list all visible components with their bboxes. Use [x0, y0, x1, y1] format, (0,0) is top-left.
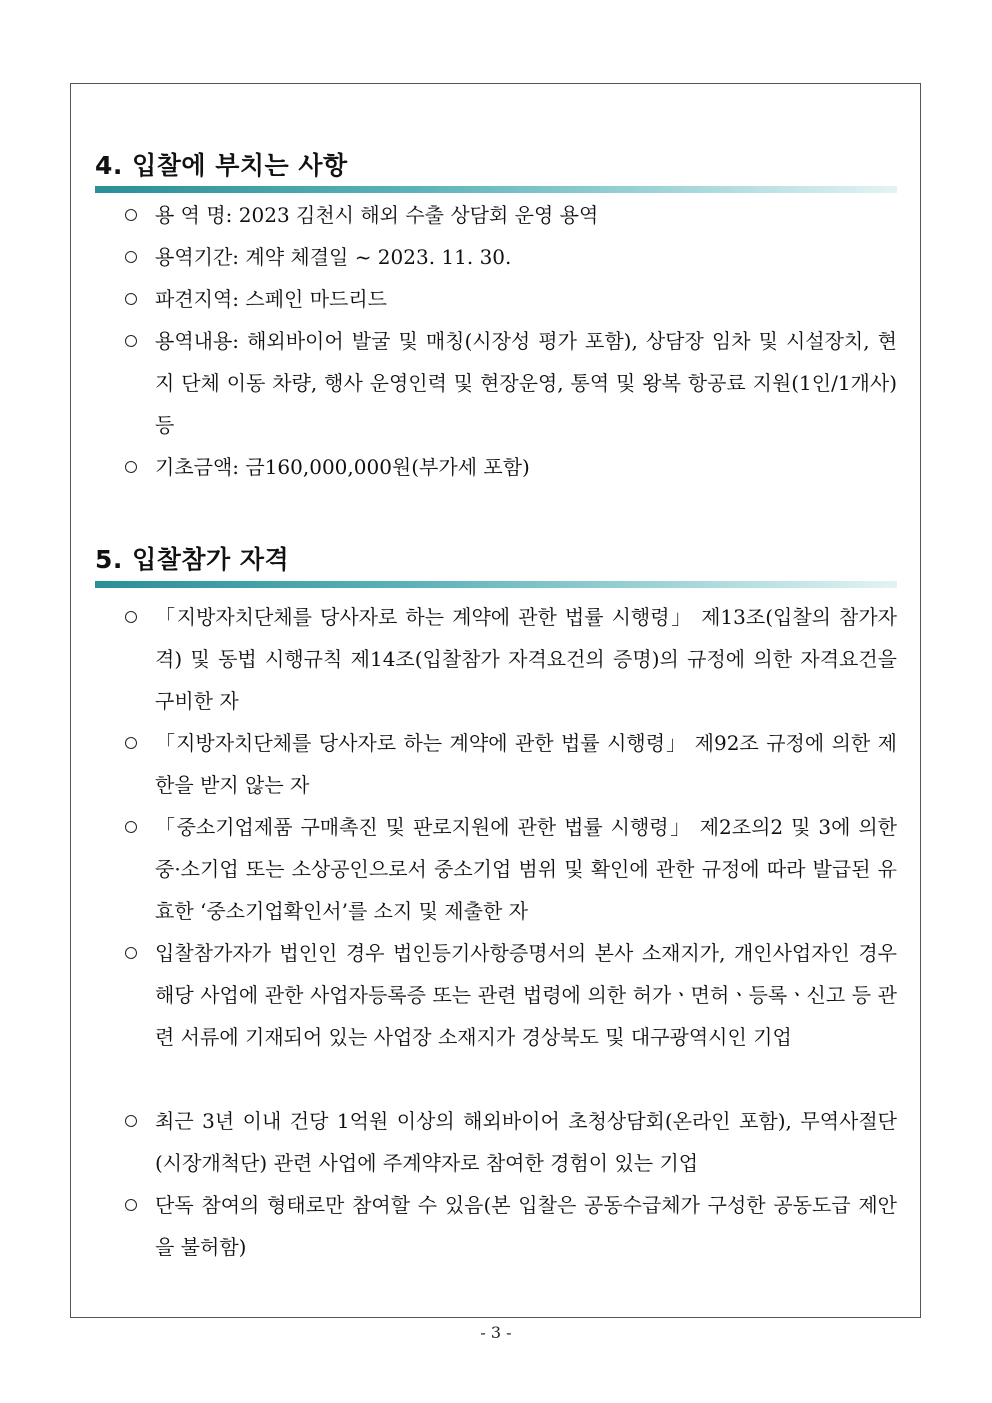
- list-item: [125, 1184, 897, 1268]
- section-5-title-underline: [95, 581, 897, 588]
- list-item-text: 입찰참가자가 법인인 경우 법인등기사항증명서의 본사 소재지가, 개인사업자인 경우 해당 사업에 관한 사업자등록증 또는 관련 법령에 의한 허가ㆍ면허ㆍ등록ㆍ신고 등 관련 서류에 기재되어 있는 사업장 소재지가 경상북도 및 대구광역시인 기업: [155, 941, 897, 1049]
- list-item-text: 단독 참여의 형태로만 참여할 수 있음(본 입찰은 공동수급체가 구성한 공동도급 제안을 불허함): [155, 1193, 897, 1259]
- circle-bullet-icon: [125, 821, 137, 833]
- list-item: [125, 722, 897, 806]
- list-item-text: 용역내용: 해외바이어 발굴 및 매칭(시장성 평가 포함), 상담장 임차 및 시설장치, 현지 단체 이동 차량, 행사 운영인력 및 현장운영, 통역 및 왕복 항공료 지원(1인/1개사) 등: [155, 329, 897, 437]
- list-item-text: 「지방자치단체를 당사자로 하는 계약에 관한 법률 시행령」 제13조(입찰의 참가자격) 및 동법 시행규칙 제14조(입찰참가 자격요건의 증명)의 규정에 의한 자격요건을 구비한 자: [155, 605, 897, 713]
- list-item: [125, 806, 897, 932]
- circle-bullet-icon: [125, 947, 137, 959]
- list-item: [125, 320, 897, 446]
- list-item: [125, 236, 897, 278]
- circle-bullet-icon: [125, 209, 137, 221]
- list-item-text: 최근 3년 이내 건당 1억원 이상의 해외바이어 초청상담회(온라인 포함), 무역사절단(시장개척단) 관련 사업에 주계약자로 참여한 경험이 있는 기업: [155, 1109, 897, 1175]
- circle-bullet-icon: [125, 737, 137, 749]
- list-item: [125, 194, 897, 236]
- list-item: [125, 278, 897, 320]
- circle-bullet-icon: [125, 251, 137, 263]
- list-item: [125, 932, 897, 1058]
- list-item-text: 「지방자치단체를 당사자로 하는 계약에 관한 법률 시행령」 제92조 규정에 의한 제한을 받지 않는 자: [155, 731, 897, 797]
- circle-bullet-icon: [125, 293, 137, 305]
- circle-bullet-icon: [125, 1199, 137, 1211]
- list-item: [125, 596, 897, 722]
- circle-bullet-icon: [125, 335, 137, 347]
- page-number: - 3 -: [480, 1323, 512, 1342]
- section-4-title: 4. 입찰에 부치는 사항: [95, 151, 348, 180]
- circle-bullet-icon: [125, 461, 137, 473]
- list-item-text: 파견지역: 스페인 마드리드: [155, 287, 387, 311]
- list-item-text: 용역기간: 계약 체결일 ~ 2023. 11. 30.: [155, 245, 512, 269]
- section-5-title: 5. 입찰참가 자격: [95, 545, 290, 574]
- section-4-title-underline: [95, 186, 897, 193]
- list-item-text: 기초금액: 금160,000,000원(부가세 포함): [155, 455, 530, 479]
- list-item-text: 「중소기업제품 구매촉진 및 판로지원에 관한 법률 시행령」 제2조의2 및 3에 의한 중·소기업 또는 소상공인으로서 중소기업 범위 및 확인에 관한 규정에 따라 발급된 유효한 ‘중소기업확인서’를 소지 및 제출한 자: [155, 815, 897, 923]
- circle-bullet-icon: [125, 611, 137, 623]
- list-item: [125, 1100, 897, 1184]
- circle-bullet-icon: [125, 1115, 137, 1127]
- list-item-text: 용 역 명: 2023 김천시 해외 수출 상담회 운영 용역: [155, 203, 599, 227]
- list-item: [125, 446, 897, 488]
